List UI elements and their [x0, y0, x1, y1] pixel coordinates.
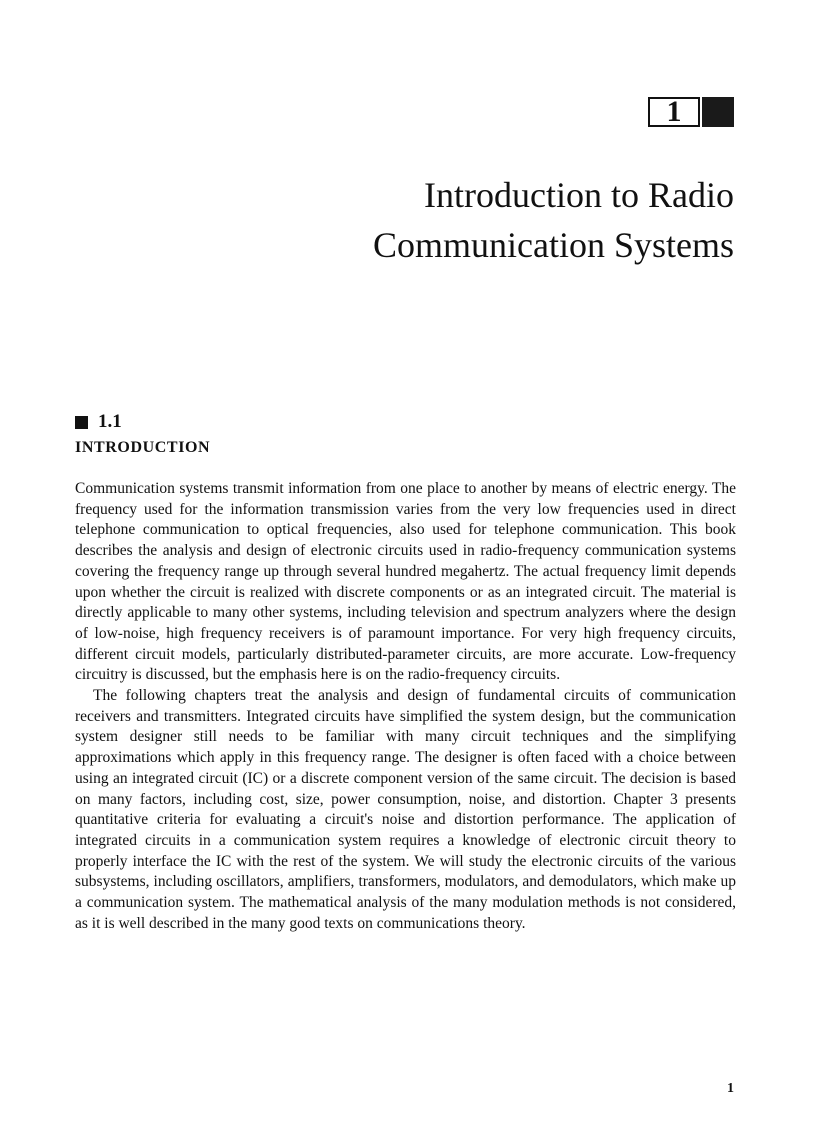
chapter-title — [234, 170, 734, 270]
paragraph-2: The following chapters treat the analysis and design of fundamental circuits of communication receivers and transmitters. Integrated circuits have simplified the system design, but the communication system designer still needs to be familiar with many circuit techniques and the simplifying approximations which apply in this frequency range. The designer is often faced with a choice between using an integrated circuit (IC) or a discrete component version of the same circuit. The decision is based on many factors, including cost, size, power consumption, noise, and distortion. Chapter 3 presents quantitative criteria for evaluating a circuit's noise and distortion performance. The application of integrated circuits in a communication system requires a knowledge of electronic circuit theory to properly interface the IC with the rest of the system. We will study the electronic circuits of the various subsystems, including oscillators, amplifiers, transformers, modulators, and demodulators, which make up a communication system. The mathematical analysis of the many modulation methods is not considered, as it is well described in the many good texts on communications theory. — [75, 687, 736, 932]
section-heading — [75, 410, 210, 458]
chapter-title-line-2: Communication Systems — [372, 225, 734, 265]
chapter-decorative-block — [702, 97, 734, 127]
body-text — [75, 479, 736, 934]
section-title: INTRODUCTION — [75, 439, 211, 456]
page-number: 1 — [727, 1081, 734, 1096]
paragraph-1: Communication systems transmit information from one place to another by means of electric energy. The frequency used for the information transmission varies from the very low frequencies used in direct telephone communication to optical frequencies, also used for telephone communication. This book describes the analysis and design of electronic circuits used in radio-frequency communication systems covering the frequency range up through several hundred megahertz. The actual frequency limit depends upon whether the circuit is realized with discrete components or as an integrated circuit. The material is directly applicable to many other systems, including television and spectrum analyzers where the design of low-noise, high frequency receivers is of paramount importance. For very high frequency circuits, different circuit models, particularly distributed-parameter circuits, are more accurate. Low-frequency circuitry is discussed, but the emphasis here is on the radio-frequency circuits. — [75, 480, 736, 684]
chapter-title-line-1: Introduction to Radio — [424, 175, 734, 215]
section-number: 1.1 — [98, 411, 122, 432]
square-bullet-icon — [75, 416, 88, 429]
chapter-number-box — [648, 97, 734, 127]
chapter-number: 1 — [648, 97, 700, 127]
section-number-line — [75, 410, 210, 434]
